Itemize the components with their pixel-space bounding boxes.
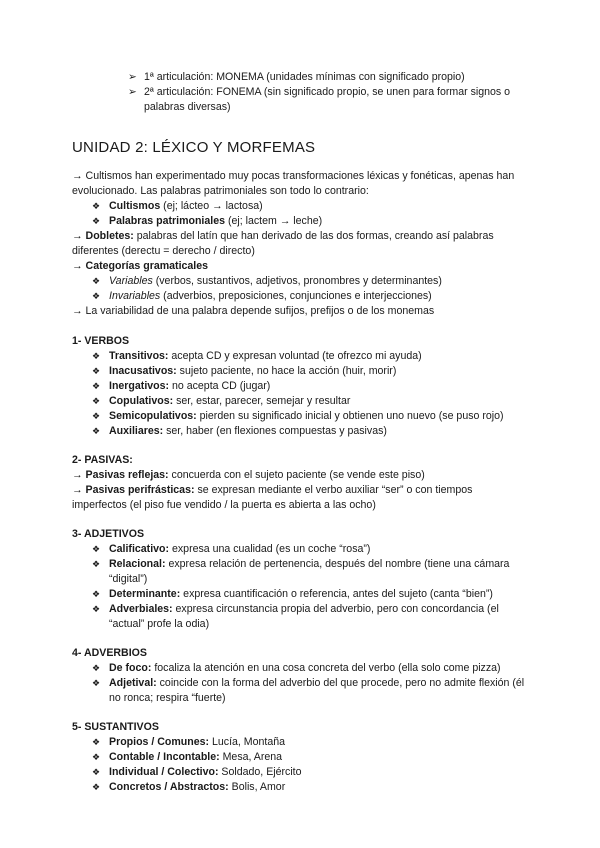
definition: (adverbios, preposiciones, conjunciones e interjecciones) [160,290,432,302]
diamond-bullet-icon: ❖ [92,396,101,406]
term: Auxiliares: [109,425,164,437]
diamond-bullet-icon: ❖ [92,559,101,569]
diamond-bullet-icon: ❖ [92,351,101,361]
list-item [72,274,530,289]
arrow-text: → [72,469,86,481]
term: Invariables [109,290,161,302]
list-item [72,661,530,676]
definition: focaliza la atención en una cosa concreta del verbo (ella solo come pizza) [151,662,501,674]
term: Adverbiales: [109,603,173,615]
term: Variables [109,275,153,287]
list-item [72,424,530,439]
unit-title: UNIDAD 2: LÉXICO Y MORFEMAS [72,139,316,156]
definition: expresa una cualidad (es un coche “rosa”) [169,543,371,555]
diamond-bullet-icon: ❖ [92,604,101,614]
definition: Soldado, Ejército [218,766,302,778]
arrowhead-bullet-icon: ➢ [128,86,137,98]
term: Pasivas reflejas: [85,469,169,481]
section-title-adverbios: 4- ADVERBIOS [72,647,147,659]
list-item-text: 1ª articulación: MONEMA (unidades mínimas con significado propio) [144,71,465,83]
diamond-bullet-icon: ❖ [92,411,101,421]
categorias-line [72,259,530,274]
definition: expresa relación de pertenencia, después del nombre (tiene una cámara “digital”) [109,558,510,585]
definition: acepta CD y expresan voluntad (te ofrezco mi ayuda) [168,350,422,362]
diamond-bullet-icon: ❖ [92,276,101,286]
term: Pasivas perifrásticas: [85,484,195,496]
definition: ser, estar, parecer, semejar y resultar [173,395,351,407]
diamond-bullet-icon: ❖ [92,201,101,211]
definition: (ej; lactem → leche) [225,215,323,227]
list-item [72,676,530,706]
term: Individual / Colectivo: [109,766,219,778]
list-item [72,379,530,394]
document-page [72,70,530,795]
term: Cultismos [109,200,161,212]
term: Calificativo: [109,543,170,555]
section-title-pasivas: 2- PASIVAS: [72,454,133,466]
definition: Lucía, Montaña [209,736,286,748]
term: Inergativos: [109,380,170,392]
diamond-bullet-icon: ❖ [92,663,101,673]
definition: sujeto paciente, no hace la acción (huir, morir) [176,365,397,377]
list-item [72,765,530,780]
list-item [72,85,530,115]
diamond-bullet-icon: ❖ [92,737,101,747]
definition: coincide con la forma del adverbio del que procede, pero no admite flexión (él no ronca; respira “fuerte) [109,677,525,704]
list-item [72,70,530,85]
list-item [72,542,530,557]
diamond-bullet-icon: ❖ [92,752,101,762]
section-title-adjetivos: 3- ADJETIVOS [72,528,145,540]
term: Transitivos: [109,350,169,362]
list-item [72,468,530,483]
arrow-text: → [72,484,86,496]
diamond-bullet-icon: ❖ [92,678,101,688]
dobletes-line [72,229,530,259]
list-item [72,587,530,602]
definition: concuerda con el sujeto paciente (se vende este piso) [168,469,425,481]
definition: (ej; lácteo → lactosa) [160,200,263,212]
diamond-bullet-icon: ❖ [92,381,101,391]
term: Palabras patrimoniales [109,215,225,227]
list-item [72,602,530,632]
list-item-text: 2ª articulación: FONEMA (sin significado propio, se unen para formar signos o palabras diversas) [144,86,511,113]
list-item [72,780,530,795]
definition: Bolis, Amor [228,781,286,793]
list-item [72,289,530,304]
diamond-bullet-icon: ❖ [92,216,101,226]
list-item [72,735,530,750]
diamond-bullet-icon: ❖ [92,589,101,599]
list-item [72,750,530,765]
variabilidad-line: → La variabilidad de una palabra depende sufijos, prefijos o de los monemas [72,305,435,317]
diamond-bullet-icon: ❖ [92,366,101,376]
term: Semicopulativos: [109,410,197,422]
term: Adjetival: [109,677,157,689]
diamond-bullet-icon: ❖ [92,782,101,792]
arrow-text: → [72,260,86,272]
arrowhead-bullet-icon: ➢ [128,71,137,83]
term: Concretos / Abstractos: [109,781,229,793]
diamond-bullet-icon: ❖ [92,767,101,777]
section-title-sustantivos: 5- SUSTANTIVOS [72,721,159,733]
definition: expresa cuantificación o referencia, antes del sujeto (canta “bien”) [180,588,493,600]
definition: (verbos, sustantivos, adjetivos, pronombres y determinantes) [152,275,442,287]
definition: no acepta CD (jugar) [169,380,271,392]
term: Contable / Incontable: [109,751,220,763]
definition: palabras del latín que han derivado de las dos formas, creando así palabras diferentes (derectu = derecho / directo) [72,230,494,257]
diamond-bullet-icon: ❖ [92,426,101,436]
term: Inacusativos: [109,365,177,377]
definition: ser, haber (en flexiones compuestas y pasivas) [163,425,387,437]
term: De foco: [109,662,152,674]
diamond-bullet-icon: ❖ [92,291,101,301]
section-title-verbos: 1- VERBOS [72,335,130,347]
list-item [72,364,530,379]
term: Categorías gramaticales [85,260,209,272]
definition: pierden su significado inicial y obtienen uno nuevo (se puso rojo) [196,410,504,422]
definition: Mesa, Arena [219,751,283,763]
list-item [72,394,530,409]
list-item [72,483,530,513]
diamond-bullet-icon: ❖ [92,544,101,554]
list-item [72,409,530,424]
list-item [72,199,530,214]
term: Relacional: [109,558,166,570]
definition: expresa circunstancia propia del adverbio, pero con concordancia (el “actual” profe la odia) [109,603,499,630]
arrow-text: → [72,230,86,242]
term: Propios / Comunes: [109,736,210,748]
cultismos-intro: → Cultismos han experimentado muy pocas transformaciones léxicas y fonéticas, apenas han evolucionado. Las palabras patrimoniales son todo lo contrario: [72,170,515,197]
term: Dobletes: [85,230,134,242]
term: Determinante: [109,588,181,600]
term: Copulativos: [109,395,174,407]
list-item [72,349,530,364]
list-item [72,557,530,587]
definition: se expresan mediante el verbo auxiliar “ser” o con tiempos imperfectos (el piso fue vendido / la puerta es abierta a las ocho) [72,484,473,511]
list-item [72,214,530,229]
